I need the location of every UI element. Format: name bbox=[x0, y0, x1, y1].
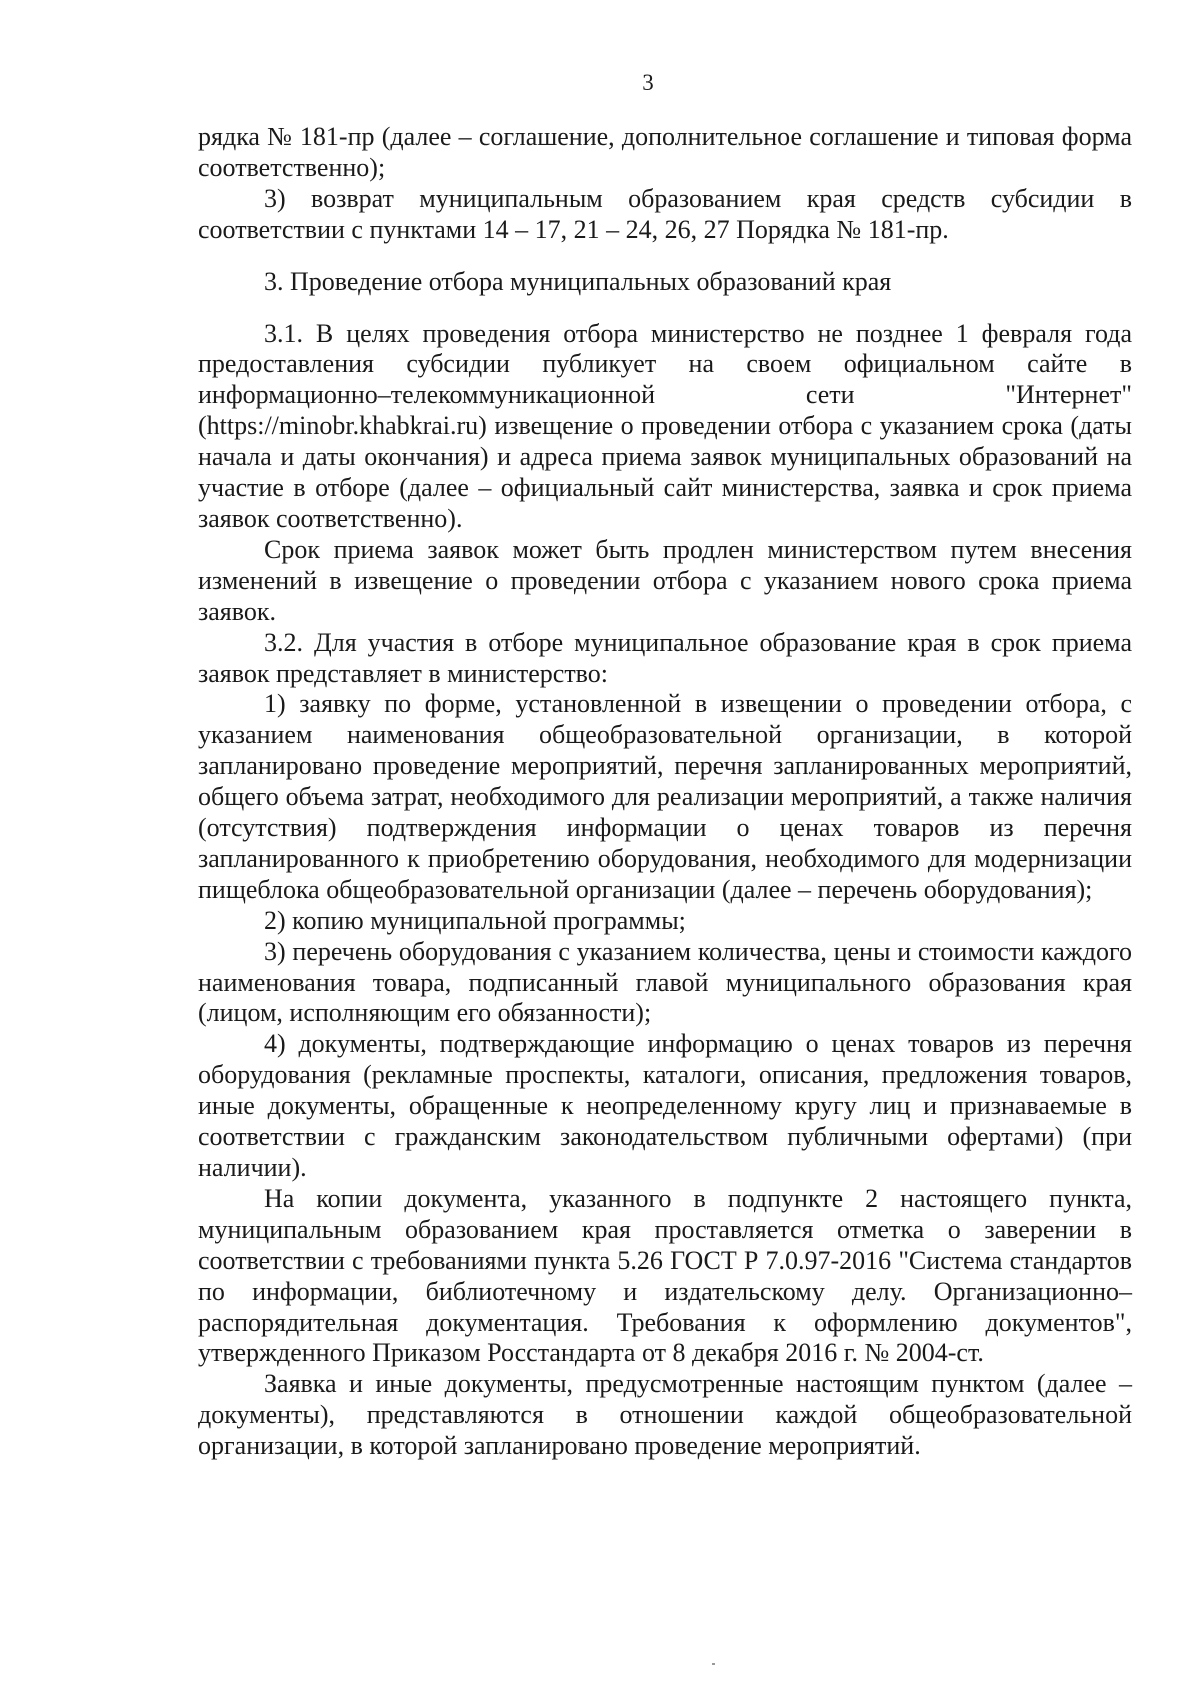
page-number: 3 bbox=[642, 70, 654, 95]
list-item-4: 4) документы, подтверждающие информацию о ценах товаров из перечня оборудования (рекламные проспекты, каталоги, описания, предложения товаров, иные документы, обращенные к неопределенному кругу лиц и признаваемые в соответствии с гражданским законодательством публичными офертами) (при наличии). bbox=[198, 1029, 1132, 1182]
paragraph-continuation: рядка № 181-пр (далее – соглашение, дополнительное соглашение и типовая форма соответственно); bbox=[198, 122, 1132, 182]
list-item-3: 3) перечень оборудования с указанием количества, цены и стоимости каждого наименования товара, подписанный главой муниципального образования края (лицом, исполняющим его обязанности); bbox=[198, 936, 1132, 1028]
paragraph-3-2: 3.2. Для участия в отборе муниципальное образование края в срок приема заявок представляет в министерство: bbox=[198, 627, 1132, 688]
scan-artifact bbox=[712, 1663, 715, 1665]
section-heading: 3. Проведение отбора муниципальных образований края bbox=[264, 266, 892, 296]
paragraph-deadline-extension: Срок приема заявок может быть продлен министерством путем внесения изменений в извещение о проведении отбора с указанием нового срока приема заявок. bbox=[198, 534, 1132, 626]
list-item-1: 1) заявку по форме, установленной в извещении о проведении отбора, с указанием наименования общеобразовательной организации, в которой запланировано проведение мероприятий, перечня запланированных мероприятий, общего объема затрат, необходимого для реализации мероприятий, а также наличия (отсутствия) подтверждения информации о ценах товаров из перечня запланированного к приобретению оборудования, необходимого для модернизации пищеблока общеобразовательной организации (далее – перечень оборудования); bbox=[198, 689, 1132, 904]
paragraph-documents: Заявка и иные документы, предусмотренные настоящим пунктом (далее – документы), представляются в отношении каждой общеобразовательной организации, в которой запланировано проведение мероприятий. bbox=[198, 1369, 1132, 1461]
paragraph-3-1: 3.1. В целях проведения отбора министерство не позднее 1 февраля года предоставления субсидии публикует на своем официальном сайте в информационно–телекоммуникационной сети "Интернет" (https://minobr.khabkrai.ru) извещение о проведении отбора с указанием срока (даты начала и даты окончания) и адреса приема заявок муниципальных образований на участие в отборе (далее – официальный сайт министерства, заявка и срок приема заявок соответственно). bbox=[198, 318, 1132, 533]
paragraph-certification: На копии документа, указанного в подпункте 2 настоящего пункта, муниципальным образованием края проставляется отметка о заверении в соответствии с требованиями пункта 5.26 ГОСТ Р 7.0.97-2016 "Система стандартов по информации, библиотечному и издательскому делу. Организационно–распорядительная документация. Требования к оформлению документов", утвержденного Приказом Росстандарта от 8 декабря 2016 г. № 2004-ст. bbox=[198, 1183, 1132, 1368]
list-item-2: 2) копию муниципальной программы; bbox=[264, 905, 686, 935]
document-body bbox=[198, 122, 1132, 1462]
paragraph-item-3: 3) возврат муниципальным образованием края средств субсидии в соответствии с пунктами 14 – 17, 21 – 24, 26, 27 Порядка № 181-пр. bbox=[198, 183, 1132, 244]
